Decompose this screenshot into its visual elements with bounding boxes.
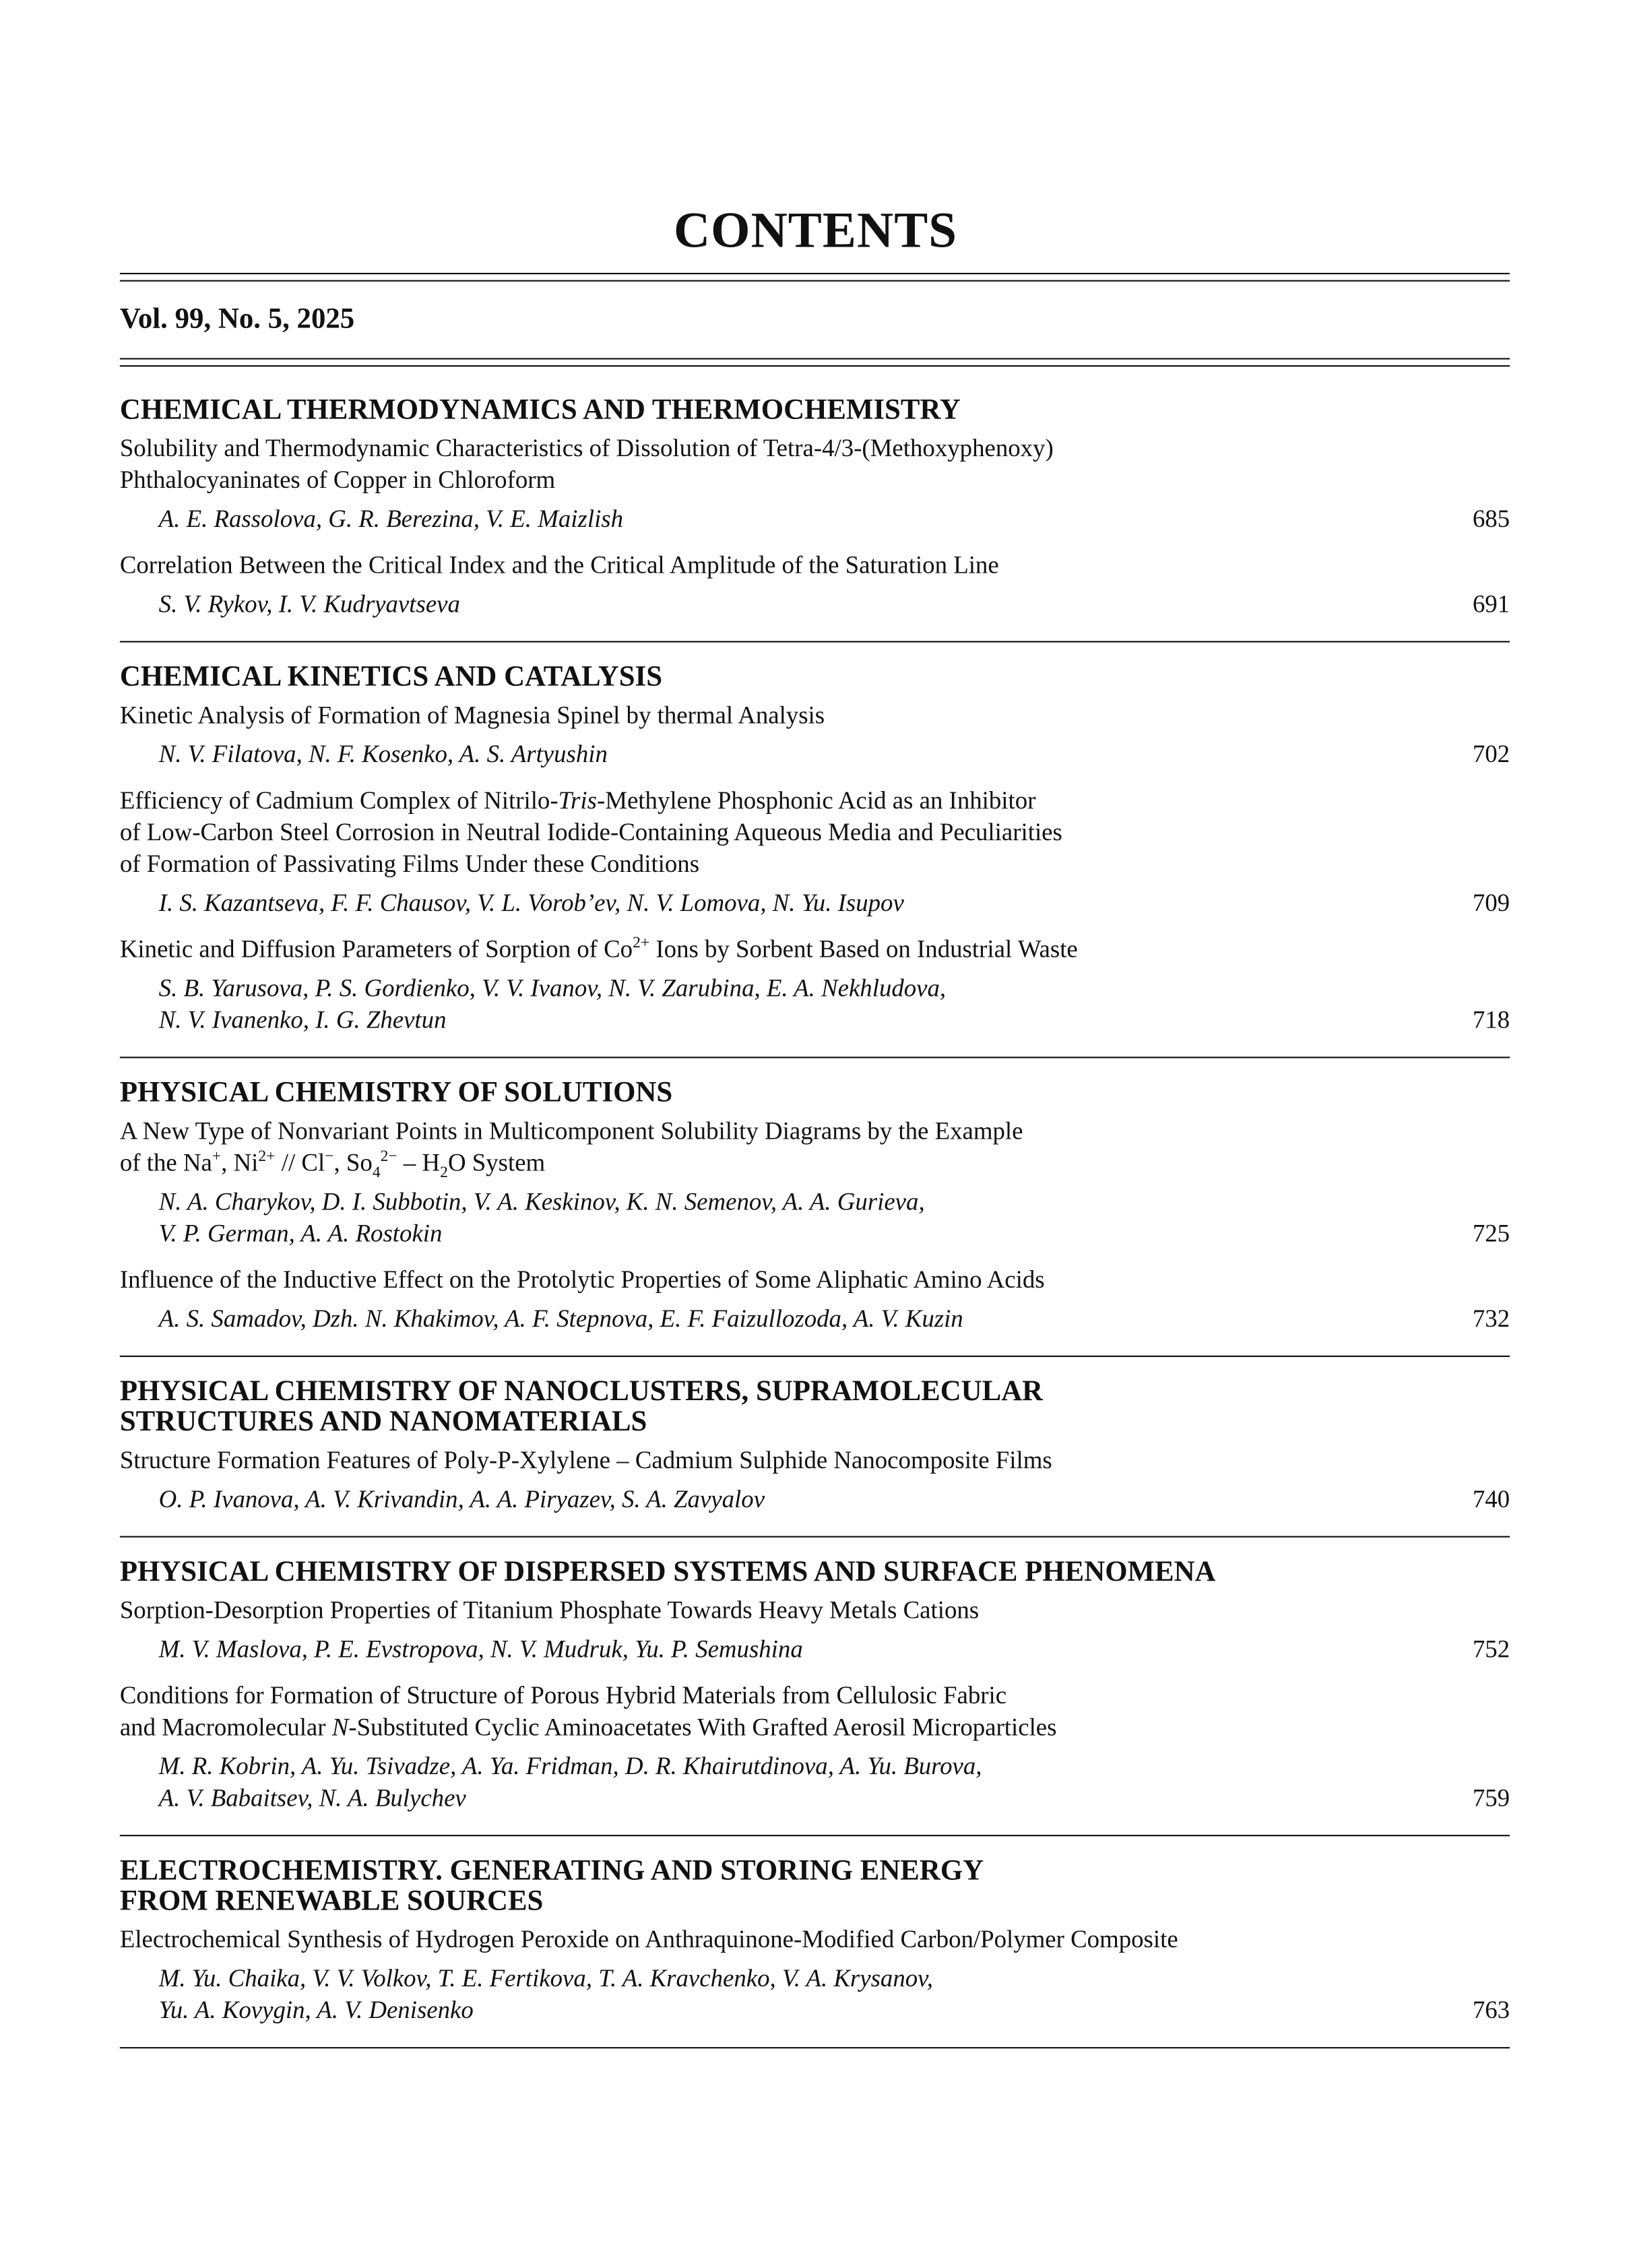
article-title-line[interactable] (120, 1924, 1510, 1956)
article-title-line[interactable] (120, 817, 1510, 849)
section-heading-line: PHYSICAL CHEMISTRY OF NANOCLUSTERS, SUPRAMOLECULAR (119, 1375, 1044, 1408)
authors-line (120, 1218, 1510, 1250)
article-title-line[interactable] (120, 1712, 1510, 1744)
article-title-line[interactable] (120, 700, 1510, 732)
authors-line (120, 739, 1510, 771)
title-text: Conditions for Formation of Structure of Porous Hybrid Materials from Cellulosic Fabric (119, 1682, 1007, 1709)
volume-info: Vol. 99, No. 5, 2025 (119, 303, 355, 336)
superscript: 2+ (258, 1147, 276, 1166)
authors-text: M. Yu. Chaika, V. V. Volkov, T. E. Fertikova, T. A. Kravchenko, V. A. Krysanov, (158, 1964, 933, 1992)
toc-entry[interactable] (120, 1116, 1510, 1250)
authors (120, 1304, 1510, 1335)
authors-text: A. E. Rassolova, G. R. Berezina, V. E. Maizlish (158, 505, 624, 533)
authors-line (120, 1995, 1510, 2027)
authors-text: A. V. Babaitsev, N. A. Bulychev (158, 1784, 466, 1812)
page-number[interactable]: 725 (1472, 1220, 1510, 1248)
authors-text: N. A. Charykov, D. I. Subbotin, V. A. Keskinov, K. N. Semenov, A. A. Gurieva, (158, 1188, 925, 1216)
authors-line (120, 589, 1510, 621)
subscript: 4 (372, 1164, 381, 1182)
toc-entry[interactable] (120, 1924, 1510, 2027)
authors-line (120, 1751, 1510, 1783)
toc-entry[interactable] (120, 700, 1510, 771)
toc-section (120, 662, 1510, 1058)
section-heading (120, 1558, 1510, 1588)
title-text: – H (397, 1149, 441, 1177)
authors-text: M. R. Kobrin, A. Yu. Tsivadze, A. Ya. Fridman, D. R. Khairutdinova, A. Yu. Burova, (158, 1752, 982, 1780)
authors (120, 1963, 1510, 2027)
authors-text: S. B. Yarusova, P. S. Gordienko, V. V. Ivanov, N. V. Zarubina, E. A. Nekhludova, (158, 974, 947, 1002)
title-text: , So (333, 1149, 373, 1177)
authors-text: M. V. Maslova, P. E. Evstropova, N. V. Mudruk, Yu. P. Semushina (158, 1635, 803, 1664)
authors-line (120, 1634, 1510, 1666)
title-text: Influence of the Inductive Effect on the Protolytic Properties of Some Aliphatic Amino Acids (119, 1265, 1045, 1294)
title-text: Phthalocyaninates of Copper in Chloroform (119, 466, 556, 494)
authors-line (120, 1187, 1510, 1218)
title-text: Efficiency of Cadmium Complex of Nitrilo- (119, 786, 558, 815)
title-text: of Low-Carbon Steel Corrosion in Neutral Iodide-Containing Aqueous Media and Peculiarities (119, 818, 1062, 846)
title-text: A New Type of Nonvariant Points in Multicomponent Solubility Diagrams by the Example (119, 1117, 1023, 1145)
section-heading-line: CHEMICAL THERMODYNAMICS AND THERMOCHEMISTRY (119, 393, 961, 427)
page-number[interactable]: 691 (1472, 590, 1510, 618)
toc-entry[interactable] (120, 433, 1510, 536)
section-heading-line: PHYSICAL CHEMISTRY OF DISPERSED SYSTEMS AND SURFACE PHENOMENA (119, 1556, 1216, 1588)
article-title-line[interactable] (120, 1116, 1510, 1147)
authors-line (120, 504, 1510, 536)
authors (120, 1634, 1510, 1666)
authors-text: Yu. A. Kovygin, A. V. Denisenko (158, 1996, 474, 2024)
authors-text: N. V. Ivanenko, I. G. Zhevtun (158, 1006, 447, 1034)
article-title-line[interactable] (120, 786, 1510, 817)
title-text: // Cl (275, 1149, 325, 1177)
authors-text: O. P. Ivanova, A. V. Krivandin, A. A. Piryazev, S. A. Zavyalov (158, 1485, 765, 1513)
article-title-line[interactable] (120, 1265, 1510, 1296)
authors (120, 739, 1510, 771)
page-number[interactable]: 709 (1472, 889, 1510, 917)
superscript: − (325, 1147, 334, 1166)
toc-entry[interactable] (120, 1680, 1510, 1815)
double-rule (120, 358, 1510, 367)
authors (120, 1484, 1510, 1515)
title-text: , Ni (221, 1149, 259, 1177)
title-text: Kinetic and Diffusion Parameters of Sorption of Co (119, 935, 633, 964)
article-title-line[interactable] (120, 433, 1510, 465)
article-title-line[interactable] (120, 1445, 1510, 1477)
section-heading-line: CHEMICAL KINETICS AND CATALYSIS (119, 661, 663, 693)
authors-text: A. S. Samadov, Dzh. N. Khakimov, A. F. Stepnova, E. F. Faizullozoda, A. V. Kuzin (158, 1304, 963, 1333)
title-text: Structure Formation Features of Poly-P-Xylylene – Cadmium Sulphide Nanocomposite Films (119, 1446, 1052, 1474)
article-title-line[interactable] (120, 849, 1510, 881)
page-number[interactable]: 718 (1472, 1006, 1510, 1034)
section-heading (120, 1856, 1510, 1917)
superscript: + (212, 1147, 222, 1166)
authors-text: V. P. German, A. A. Rostokin (158, 1220, 443, 1248)
section-heading (120, 662, 1510, 693)
page-title: CONTENTS (673, 201, 958, 259)
double-rule (120, 273, 1510, 282)
authors (120, 888, 1510, 920)
toc-entry[interactable] (120, 550, 1510, 621)
page-number[interactable]: 702 (1472, 741, 1510, 768)
toc-entry[interactable] (120, 1445, 1510, 1516)
toc-section (119, 393, 1510, 642)
page-number[interactable]: 752 (1472, 1635, 1510, 1664)
section-heading-line: ELECTROCHEMISTRY. GENERATING AND STORING ENERGY (119, 1855, 984, 1887)
authors-line (120, 1005, 1510, 1036)
toc-section (120, 1078, 1510, 1357)
authors (120, 973, 1510, 1036)
authors-text: I. S. Kazantseva, F. F. Chausov, V. L. Vorob’ev, N. V. Lomova, N. Yu. Isupov (158, 889, 904, 917)
authors (120, 1751, 1510, 1815)
page-number[interactable]: 732 (1472, 1304, 1510, 1333)
toc-entry[interactable] (120, 1265, 1510, 1335)
article-title-line[interactable] (120, 1595, 1510, 1627)
title-text: Correlation Between the Critical Index and the Critical Amplitude of the Saturation Line (119, 551, 999, 579)
article-title-line[interactable] (120, 934, 1510, 966)
page-number[interactable]: 740 (1472, 1485, 1510, 1513)
authors-line (120, 1304, 1510, 1335)
title-text: of Formation of Passivating Films Under these Conditions (119, 850, 700, 878)
authors (120, 1187, 1510, 1250)
title-text: O System (447, 1149, 546, 1177)
table-of-contents (119, 393, 1510, 2069)
title-text: -Methylene Phosphonic Acid as an Inhibitor (596, 786, 1036, 815)
section-heading-line: PHYSICAL CHEMISTRY OF SOLUTIONS (119, 1077, 673, 1109)
superscript: 2− (380, 1147, 397, 1166)
section-heading-line: STRUCTURES AND NANOMATERIALS (119, 1406, 647, 1438)
authors-line (120, 1484, 1510, 1515)
section-heading (120, 1078, 1510, 1108)
toc-entry[interactable] (120, 934, 1510, 1036)
article-title-line[interactable] (120, 465, 1510, 497)
section-heading (119, 393, 1510, 427)
toc-entry[interactable] (120, 1595, 1510, 1666)
article-title-line[interactable] (120, 550, 1510, 581)
toc-section (120, 1856, 1510, 2048)
title-text: Ions by Sorbent Based on Industrial Waste (649, 935, 1078, 964)
title-text: Electrochemical Synthesis of Hydrogen Peroxide on Anthraquinone-Modified Carbon/Polymer Composite (119, 1926, 1178, 1953)
title-text: and Macromolecular (119, 1713, 332, 1741)
article-title-line[interactable] (119, 1147, 1510, 1182)
title-italic-text: Tris (558, 786, 597, 815)
authors-line (120, 973, 1510, 1005)
title-text: -Substituted Cyclic Aminoacetates With Grafted Aerosil Microparticles (348, 1713, 1057, 1741)
article-title-line[interactable] (120, 1680, 1510, 1712)
title-text: of the Na (119, 1149, 212, 1177)
page-number[interactable]: 759 (1472, 1784, 1510, 1812)
title-text: Sorption-Desorption Properties of Titanium Phosphate Towards Heavy Metals Cations (119, 1596, 980, 1625)
title-text: Solubility and Thermodynamic Characteristics of Dissolution of Tetra-4/3-(Methoxyphenoxy) (119, 434, 1054, 462)
authors-line (120, 888, 1510, 920)
authors-line (120, 1783, 1510, 1815)
subscript: 2 (440, 1164, 448, 1182)
toc-section (120, 1558, 1510, 1837)
page-number[interactable]: 685 (1472, 505, 1510, 533)
authors-text: N. V. Filatova, N. F. Kosenko, A. S. Artyushin (158, 741, 608, 768)
authors-line (120, 1963, 1510, 1995)
authors (120, 504, 1510, 536)
title-italic-text: N (331, 1713, 349, 1741)
page-number[interactable]: 763 (1472, 1996, 1510, 2024)
toc-entry[interactable] (120, 786, 1510, 920)
authors (120, 589, 1510, 621)
toc-section (120, 1377, 1510, 1538)
title-text: Kinetic Analysis of Formation of Magnesia Spinel by thermal Analysis (119, 701, 825, 729)
section-heading-line: FROM RENEWABLE SOURCES (119, 1885, 544, 1918)
superscript: 2+ (633, 934, 650, 952)
section-heading (120, 1377, 1510, 1438)
authors-text: S. V. Rykov, I. V. Kudryavtseva (158, 590, 460, 618)
